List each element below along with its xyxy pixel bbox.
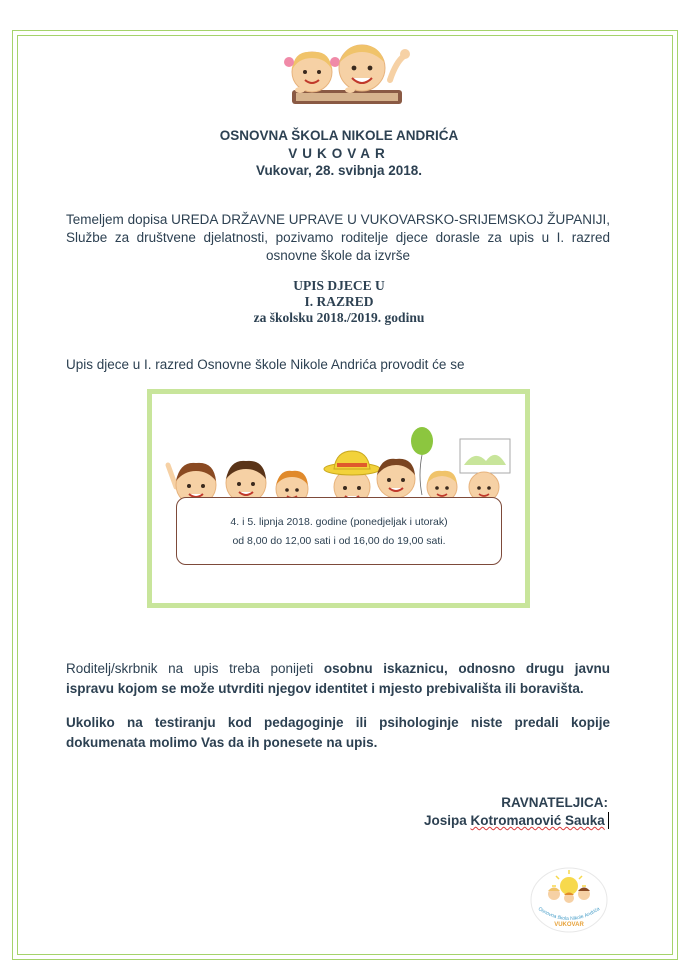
enrollment-intro-sentence: Upis djece u I. razred Osnovne škole Nikole Andrića provodit će se — [66, 357, 465, 372]
enrollment-heading-line-1: UPIS DJECE U — [293, 278, 385, 293]
signature-first-name: Josipa — [424, 813, 471, 828]
logo-city: VUKOVAR — [554, 922, 584, 928]
document-date: Vukovar, 28. svibnja 2018. — [255, 163, 423, 178]
logo-school-name: Osnovna škola Nikole Andrića — [536, 906, 602, 923]
school-logo — [528, 864, 610, 934]
documents-line-2 — [66, 679, 610, 699]
signature-last-name: Kotromanović Sauka — [470, 813, 605, 828]
documents-line-1 — [66, 659, 610, 679]
school-city: VUKOVAR — [288, 146, 390, 161]
schedule-dates: 4. i 5. lipnja 2018. godine (ponedjeljak i utorak) — [230, 516, 448, 528]
documents-line-1-start: Roditelj/skrbnik na upis treba ponijeti — [66, 661, 324, 676]
enrollment-heading-line-2: I. RAZRED — [304, 294, 374, 309]
testing-line-1: Ukoliko na testiranju kod pedagoginje ili psihologinje niste predali kopije — [66, 715, 610, 730]
signature-name — [424, 813, 605, 828]
schedule-box — [176, 497, 502, 565]
enrollment-heading-line-3: za školsku 2018./2019. godinu — [253, 310, 425, 325]
testing-line-2: dokumenata molimo Vas da ih ponesete na upis. — [66, 735, 378, 750]
intro-line-3: osnovne škole da izvrše — [265, 248, 411, 263]
documents-line-1-bold: osobnu iskaznicu, odnosno drugu javnu — [323, 661, 610, 676]
documents-paragraph — [66, 659, 610, 699]
enrollment-heading — [0, 278, 678, 326]
intro-paragraph — [66, 211, 610, 265]
intro-line-2: Službe za društvene djelatnosti, pozivamo roditelje djece dorasle za upis u I. razred — [66, 230, 610, 245]
children-illustration-top — [262, 40, 422, 112]
text-cursor — [608, 812, 609, 829]
schedule-hours: od 8,00 do 12,00 sati i od 16,00 do 19,00 sati. — [232, 535, 446, 547]
signature-title: RAVNATELJICA: — [501, 795, 608, 810]
school-name: OSNOVNA ŠKOLA NIKOLE ANDRIĆA — [219, 128, 459, 143]
intro-line-1: Temeljem dopisa UREDA DRŽAVNE UPRAVE U VUKOVARSKO-SRIJEMSKOJ ŽUPANIJI, — [66, 212, 610, 227]
testing-paragraph — [66, 713, 610, 753]
documents-line-2-bold: ispravu kojom se može utvrditi njegov identitet i mjesto prebivališta ili boravišta. — [66, 681, 584, 696]
